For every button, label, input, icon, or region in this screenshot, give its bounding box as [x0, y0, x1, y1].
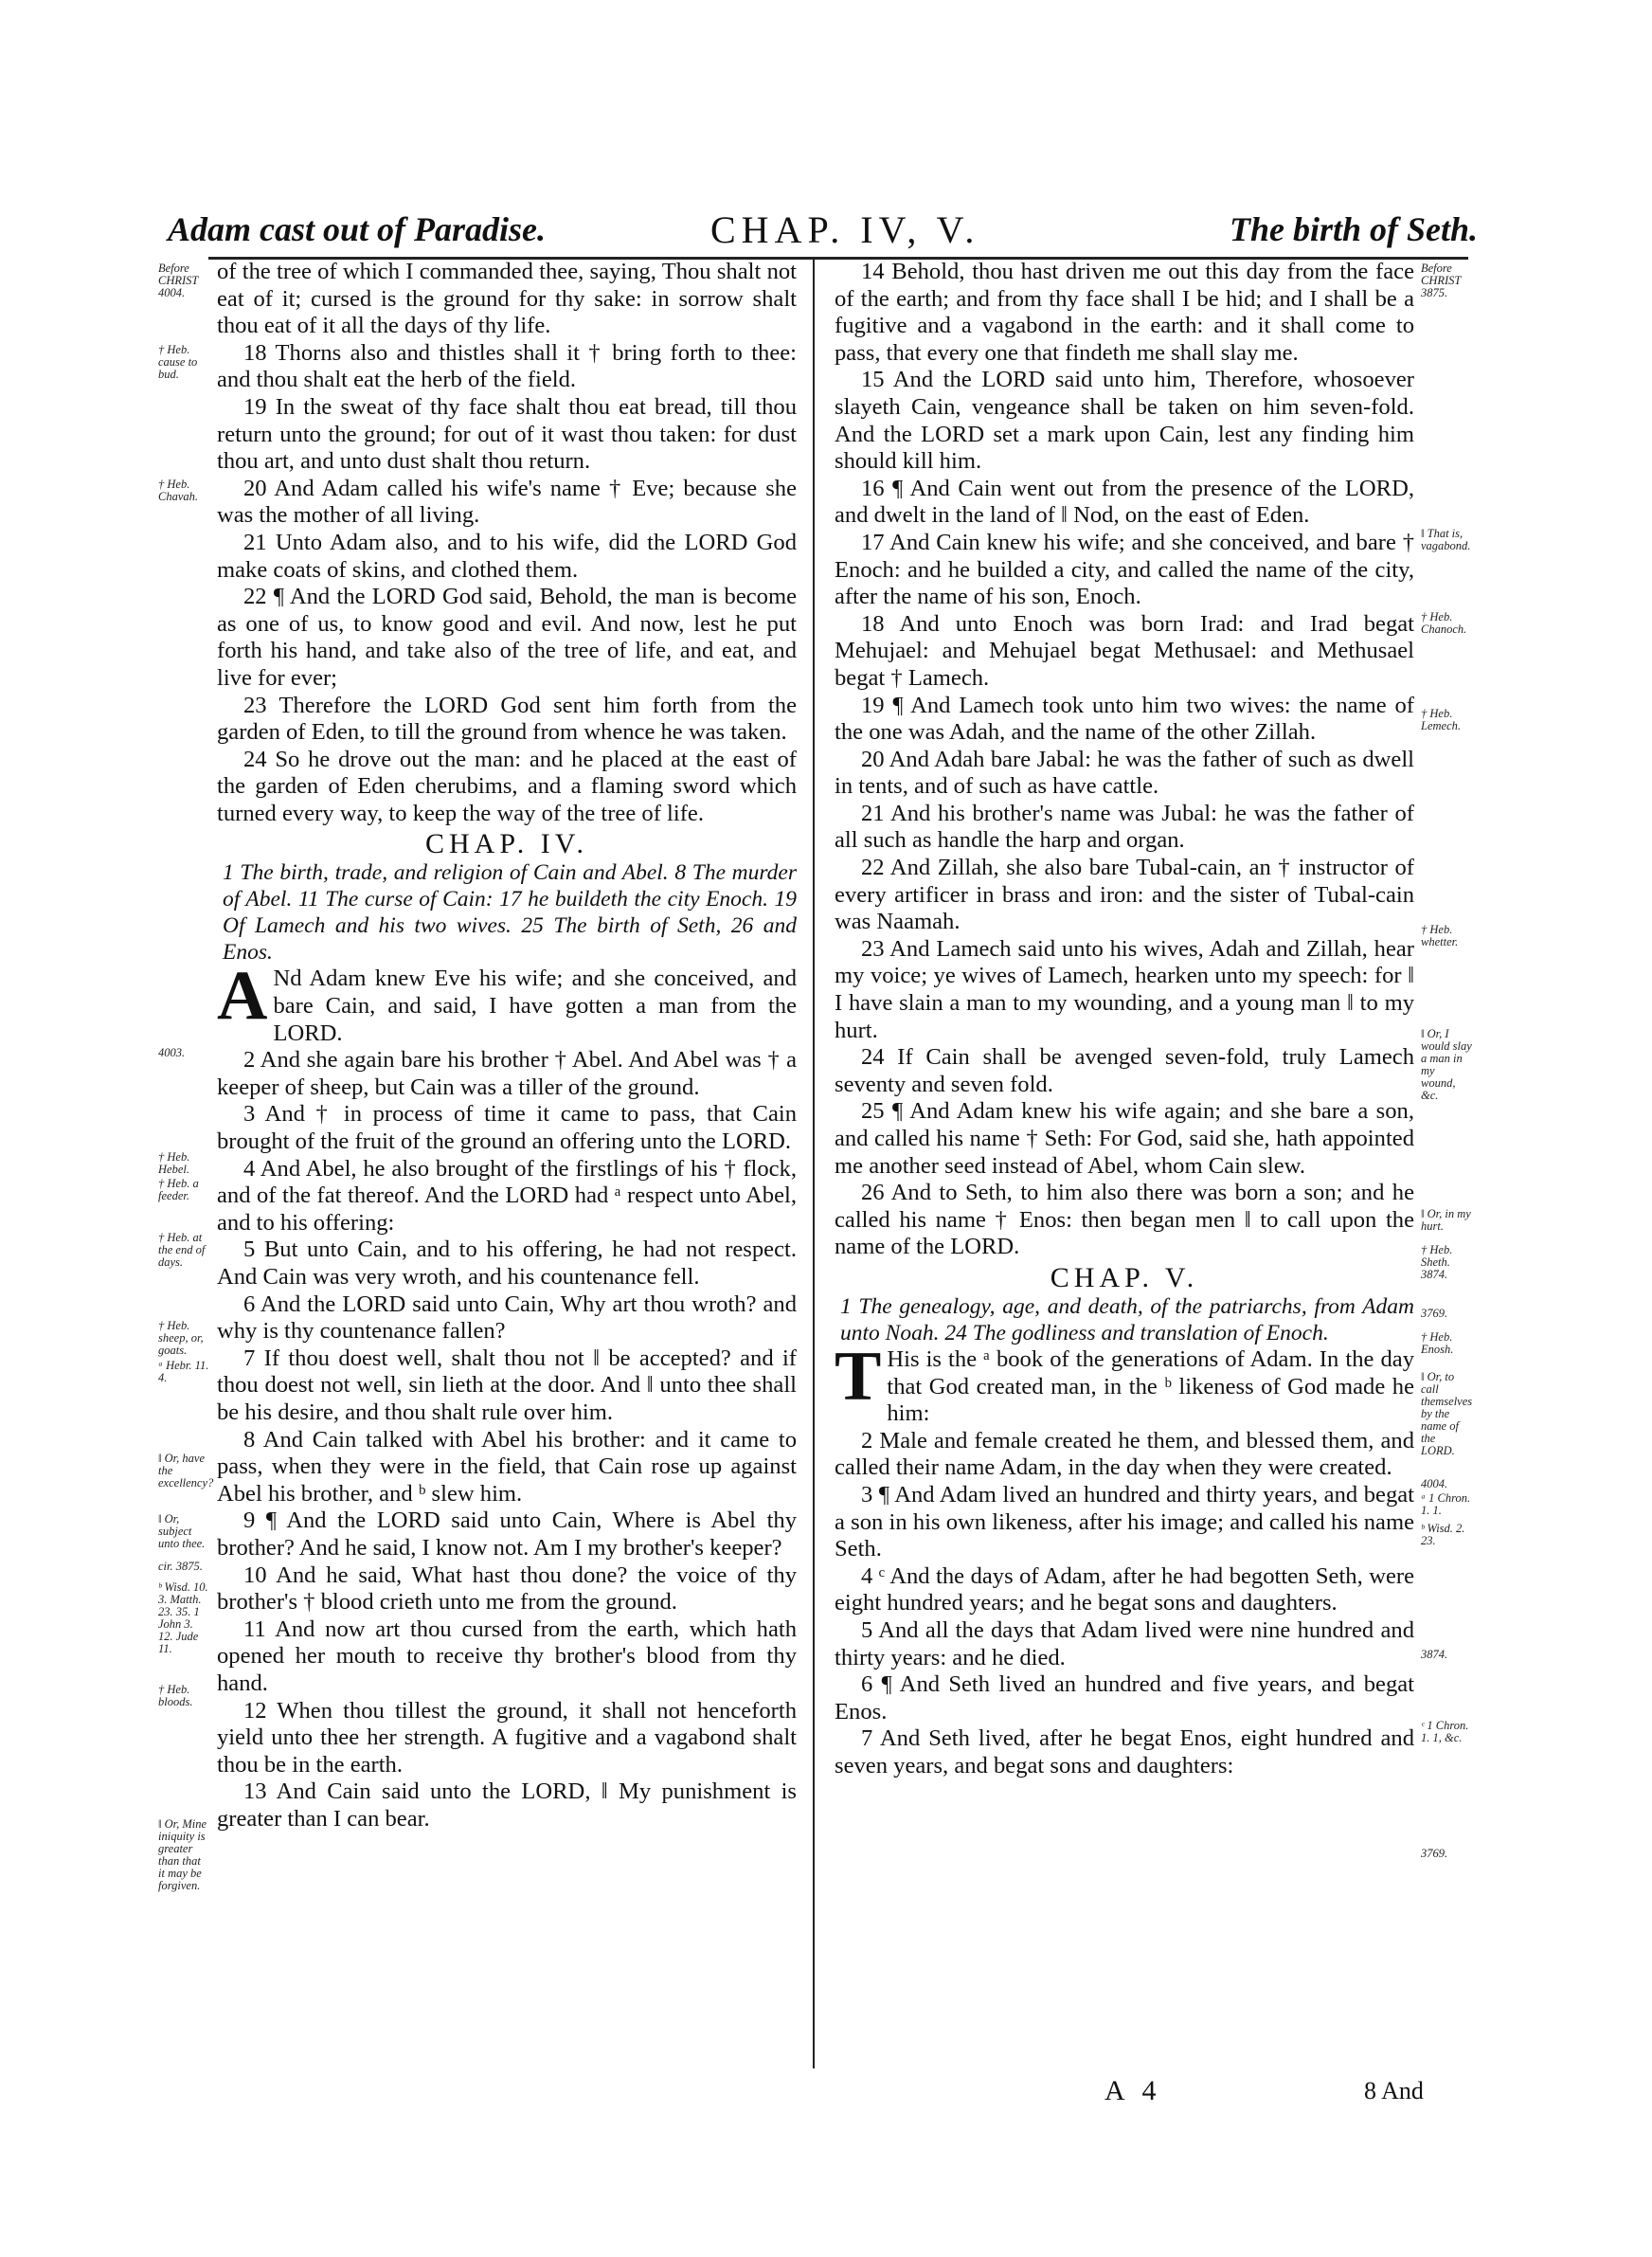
margin-note: † Heb. Enosh. [1421, 1330, 1454, 1356]
margin-note: † Heb. at the end of days. [158, 1231, 206, 1269]
catchword: 8 And [1364, 2077, 1424, 2104]
verse: 22 ¶ And the LORD God said, Behold, the man is become as one of us, to know good and evil. And now, lest he put forth his hand, and take also of the tree of life, and eat, and live for ever; [217, 584, 797, 691]
verse: 16 ¶ And Cain went out from the presence of the LORD, and dwelt in the land of ‖ Nod, on the east of Eden. [835, 475, 1414, 529]
chapter-first-verse [835, 1337, 1414, 1428]
verse: 24 If Cain shall be avenged seven-fold, truly Lamech seventy and seven fold. [835, 1044, 1414, 1097]
drop-capital: A [217, 957, 268, 1036]
verse: 5 But unto Cain, and to his offering, he had not respect. And Cain was very wroth, and his countenance fell. [217, 1237, 797, 1290]
chapter-heading: CHAP. IV. [425, 828, 588, 860]
margin-note: † Heb. Chavah. [158, 478, 199, 503]
left-column [217, 259, 797, 1833]
margin-note: 4004. [1421, 1477, 1448, 1490]
margin-note: † Heb. Chanoch. [1421, 610, 1467, 636]
margin-note: Before CHRIST 4004. [158, 262, 199, 299]
verse: 2 Male and female created he them, and blessed them, and called their name Adam, in the day when they were created. [835, 1427, 1414, 1481]
margin-note: 3769. [1421, 1307, 1448, 1320]
header-chapter: CHAP. IV, V. [710, 208, 980, 251]
verse: 7 If thou doest well, shalt thou not ‖ be accepted? and if thou doest not well, sin lieth at the door. And ‖ unto thee shall be his desire, and thou shalt rule over him. [217, 1345, 797, 1425]
header-right: The birth of Seth. [1229, 210, 1478, 248]
verse: 5 And all the days that Adam lived were nine hundred and thirty years: and he died. [835, 1616, 1414, 1670]
chapter-summary: 1 The genealogy, age, and death, of the patriarchs, from Adam unto Noah. 24 The godliness and translation of Enoch. [840, 1293, 1414, 1345]
header-left: Adam cast out of Paradise. [168, 210, 547, 248]
margin-note: † Heb. Sheth. 3874. [1421, 1243, 1453, 1281]
margin-note: ‖ Or, have the excellency? [158, 1452, 214, 1490]
first-verse-text: Nd Adam knew Eve his wife; and she conceived, and bare Cain, and said, I have gotten a man from the LORD. [273, 966, 797, 1046]
margin-note: ‖ That is, vagabond. [1421, 527, 1471, 552]
verse: 17 And Cain knew his wife; and she conceived, and bare † Enoch: and he builded a city, and called the name of the city, after the name of his son, Enoch. [835, 529, 1414, 610]
verse: 7 And Seth lived, after he begat Enos, eight hundred and seven years, and begat sons and daughters: [835, 1725, 1414, 1779]
verse: 18 Thorns also and thistles shall it † bring forth to thee: and thou shalt eat the herb of the field. [217, 339, 797, 393]
margin-note: ᵇ Wisd. 2. 23. [1421, 1522, 1465, 1547]
margin-note: ᵃ Hebr. 11. 4. [158, 1359, 209, 1384]
verse: 25 ¶ And Adam knew his wife again; and she bare a son, and called his name † Seth: For God, said she, hath appointed me another seed instead of Abel, whom Cain slew. [835, 1098, 1414, 1179]
column-divider [813, 259, 815, 2068]
page [156, 204, 1478, 2137]
margin-note: 3874. [1421, 1648, 1448, 1661]
margin-note: ᶜ 1 Chron. 1. 1, &c. [1421, 1719, 1469, 1744]
verse: 6 And the LORD said unto Cain, Why art thou wroth? and why is thy countenance fallen? [217, 1291, 797, 1345]
chapter-summary: 1 The birth, trade, and religion of Cain and Abel. 8 The murder of Abel. 11 The curse of Cain: 17 he buildeth the city Enoch. 19 Of Lamech and his two wives. 25 The birth of Seth, 26 and Enos. [223, 860, 797, 966]
verse: 14 Behold, thou hast driven me out this day from the face of the earth; and from thy face shall I be hid; and I shall be a fugitive and a vagabond in the earth: and it shall come to pass, that every one that findeth me shall slay me. [835, 259, 1414, 366]
verse: 3 ¶ And Adam lived an hundred and thirty years, and begat a son in his own likeness, after his image; and called his name Seth. [835, 1481, 1414, 1562]
verse: 20 And Adam called his wife's name † Eve; because she was the mother of all living. [217, 475, 797, 529]
chapter-heading: CHAP. V. [1050, 1261, 1199, 1293]
first-verse-text: His is the ᵃ book of the generations of Adam. In the day that God created man, in the ᵇ likeness of God made he him: [887, 1345, 1414, 1427]
margin-note: ᵃ 1 Chron. 1. 1. [1421, 1491, 1471, 1517]
margin-note: † Heb. cause to bud. [158, 343, 198, 381]
verse: 26 And to Seth, to him also there was born a son; and he called his name † Enos: then began men ‖ to call upon the name of the LORD. [835, 1180, 1414, 1260]
margin-note: † Heb. a feeder. [158, 1177, 199, 1202]
verse: 9 ¶ And the LORD said unto Cain, Where is Abel thy brother? And he said, I know not. Am I my brother's keeper? [217, 1508, 797, 1561]
margin-note: Before CHRIST 3875. [1421, 262, 1462, 299]
margin-note: † Heb. Lemech. [1421, 707, 1461, 732]
verse: 19 ¶ And Lamech took unto him two wives: the name of the one was Adah, and the name of the other Zillah. [835, 692, 1414, 746]
margin-note: † Heb. whetter. [1421, 923, 1459, 948]
verse: 13 And Cain said unto the LORD, ‖ My punishment is greater than I can bear. [217, 1779, 797, 1832]
verse: 24 So he drove out the man: and he placed at the east of the garden of Eden cherubims, and a flaming sword which turned every way, to keep the way of the tree of life. [217, 746, 797, 826]
verse: 3 And † in process of time it came to pass, that Cain brought of the fruit of the ground an offering unto the LORD. [217, 1101, 797, 1155]
verse: 18 And unto Enoch was born Irad: and Irad begat Mehujael: and Mehujael begat Methusael: and Methusael begat † Lamech. [835, 610, 1414, 691]
margin-note: ‖ Or, subject unto thee. [158, 1512, 206, 1550]
verse: 8 And Cain talked with Abel his brother: and it came to pass, when they were in the field, that Cain rose up against Abel his brother, and ᵇ slew him. [217, 1426, 797, 1507]
margin-note: ‖ Or, I would slay a man in my wound, &c. [1421, 1027, 1472, 1102]
verse: 21 Unto Adam also, and to his wife, did the LORD God make coats of skins, and clothed them. [217, 529, 797, 583]
margin-note: cir. 3875. [158, 1560, 203, 1573]
verse: 4 ᶜ And the days of Adam, after he had begotten Seth, were eight hundred years; and he begat sons and daughters. [835, 1562, 1414, 1616]
verse: 10 And he said, What hast thou done? the voice of thy brother's † blood crieth unto me from the ground. [217, 1562, 797, 1616]
verse: 15 And the LORD said unto him, Therefore, whosoever slayeth Cain, vengeance shall be taken on him seven-fold. And the LORD set a mark upon Cain, lest any finding him should kill him. [835, 367, 1414, 475]
margin-note: ‖ Or, to call themselves by the name of the LORD. [1421, 1370, 1473, 1457]
margin-note: ‖ Or, in my hurt. [1421, 1207, 1471, 1233]
signature-mark: A 4 [1104, 2075, 1162, 2106]
drop-capital: T [835, 1337, 882, 1416]
verse: 12 When thou tillest the ground, it shall not henceforth yield unto thee her strength. A fugitive and a vagabond shalt thou be in the earth. [217, 1697, 797, 1778]
verse: 6 ¶ And Seth lived an hundred and five years, and begat Enos. [835, 1671, 1414, 1724]
margin-note: ᵇ Wisd. 10. 3. Matth. 23. 35. 1 John 3. 12. Jude 11. [158, 1580, 208, 1655]
verse: 23 And Lamech said unto his wives, Adah and Zillah, hear my voice; ye wives of Lamech, hearken unto my speech: for ‖ I have slain a man to my wounding, and a young man ‖ to my hurt. [835, 935, 1414, 1043]
verse: 19 In the sweat of thy face shalt thou eat bread, till thou return unto the ground; for out of it wast thou taken: for dust thou art, and unto dust shalt thou return. [217, 393, 797, 475]
margin-note: † Heb. Hebel. [158, 1150, 190, 1176]
verse: of the tree of which I commanded thee, saying, Thou shalt not eat of it; cursed is the ground for thy sake: in sorrow shalt thou eat of it all the days of thy life. [217, 259, 797, 339]
chapter-first-verse [217, 957, 797, 1047]
verse: 20 And Adah bare Jabal: he was the father of such as dwell in tents, and of such as have cattle. [835, 746, 1414, 800]
verse: 23 Therefore the LORD God sent him forth from the garden of Eden, to till the ground from whence he was taken. [217, 692, 797, 746]
margin-note: ‖ Or, Mine iniquity is greater than that it may be forgiven. [158, 1817, 207, 1892]
verse: 22 And Zillah, she also bare Tubal-cain, an † instructor of every artificer in brass and iron: and the sister of Tubal-cain was Naamah. [835, 855, 1414, 935]
margin-note: † Heb. sheep, or, goats. [158, 1319, 204, 1357]
margin-note: 4003. [158, 1046, 186, 1059]
verse: 2 And she again bare his brother † Abel. And Abel was † a keeper of sheep, but Cain was a tiller of the ground. [217, 1047, 797, 1100]
verse: 21 And his brother's name was Jubal: he was the father of all such as handle the harp and organ. [835, 800, 1414, 854]
verse: 4 And Abel, he also brought of the firstlings of his † flock, and of the fat thereof. And the LORD had ᵃ respect unto Abel, and to his offering: [217, 1155, 797, 1236]
right-column [835, 259, 1414, 1779]
verse: 11 And now art thou cursed from the earth, which hath opened her mouth to receive thy brother's blood from thy hand. [217, 1616, 797, 1696]
running-header [156, 204, 1478, 259]
margin-note: 3769. [1421, 1847, 1448, 1860]
margin-note: † Heb. bloods. [158, 1683, 193, 1708]
